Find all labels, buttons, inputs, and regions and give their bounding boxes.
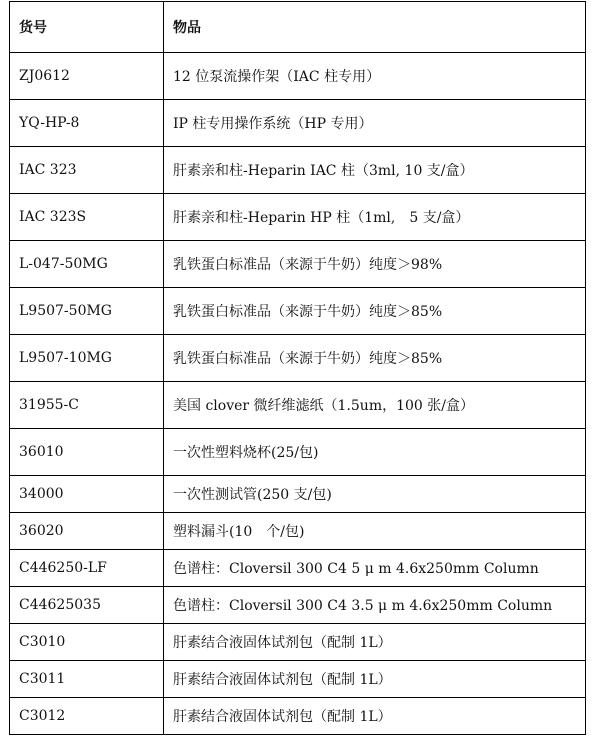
item-code: 34000 [10, 476, 164, 513]
table-row [10, 476, 586, 513]
table-row [10, 288, 586, 335]
table-row [10, 147, 586, 194]
product-table [9, 1, 586, 735]
table-row [10, 698, 586, 735]
item-code: C3010 [10, 624, 164, 661]
header-name: 物品 [164, 2, 586, 53]
item-name: 12 位泵流操作架（IAC 柱专用） [164, 53, 586, 100]
item-name: 乳铁蛋白标准品（来源于牛奶）纯度＞85% [164, 288, 586, 335]
table-row [10, 53, 586, 100]
item-code: 36020 [10, 513, 164, 550]
item-code: L-047-50MG [10, 241, 164, 288]
item-name: 肝素亲和柱-Heparin IAC 柱（3ml, 10 支/盒） [164, 147, 586, 194]
item-name: 色谱柱：Cloversil 300 C4 5 μ m 4.6x250mm Column [164, 550, 586, 587]
item-code: 36010 [10, 429, 164, 476]
item-code: C3012 [10, 698, 164, 735]
item-name: IP 柱专用操作系统（HP 专用） [164, 100, 586, 147]
item-code: C446250-LF [10, 550, 164, 587]
item-code: C44625035 [10, 587, 164, 624]
item-code: ZJ0612 [10, 53, 164, 100]
table-row [10, 335, 586, 382]
item-code: L9507-10MG [10, 335, 164, 382]
item-name: 肝素亲和柱-Heparin HP 柱（1ml, 5 支/盒） [164, 194, 586, 241]
item-name: 一次性测试管(250 支/包) [164, 476, 586, 513]
header-code: 货号 [10, 2, 164, 53]
item-name: 肝素结合液固体试剂包（配制 1L） [164, 661, 586, 698]
table-row [10, 513, 586, 550]
item-code: C3011 [10, 661, 164, 698]
item-name: 乳铁蛋白标准品（来源于牛奶）纯度＞85% [164, 335, 586, 382]
item-code: 31955-C [10, 382, 164, 429]
table-row [10, 194, 586, 241]
table-row [10, 661, 586, 698]
item-name: 美国 clover 微纤维滤纸（1.5um，100 张/盒） [164, 382, 586, 429]
table-row [10, 587, 586, 624]
item-code: YQ-HP-8 [10, 100, 164, 147]
item-name: 肝素结合液固体试剂包（配制 1L） [164, 698, 586, 735]
table-row [10, 429, 586, 476]
table-row [10, 550, 586, 587]
item-name: 色谱柱：Cloversil 300 C4 3.5 μ m 4.6x250mm Column [164, 587, 586, 624]
item-name: 一次性塑料烧杯(25/包) [164, 429, 586, 476]
item-code: L9507-50MG [10, 288, 164, 335]
table-row [10, 624, 586, 661]
table-row [10, 382, 586, 429]
table-header-row [10, 2, 586, 53]
item-name: 肝素结合液固体试剂包（配制 1L） [164, 624, 586, 661]
item-code: IAC 323 [10, 147, 164, 194]
table-row [10, 241, 586, 288]
item-name: 乳铁蛋白标准品（来源于牛奶）纯度＞98% [164, 241, 586, 288]
item-code: IAC 323S [10, 194, 164, 241]
table-row [10, 100, 586, 147]
item-name: 塑料漏斗(10 个/包) [164, 513, 586, 550]
